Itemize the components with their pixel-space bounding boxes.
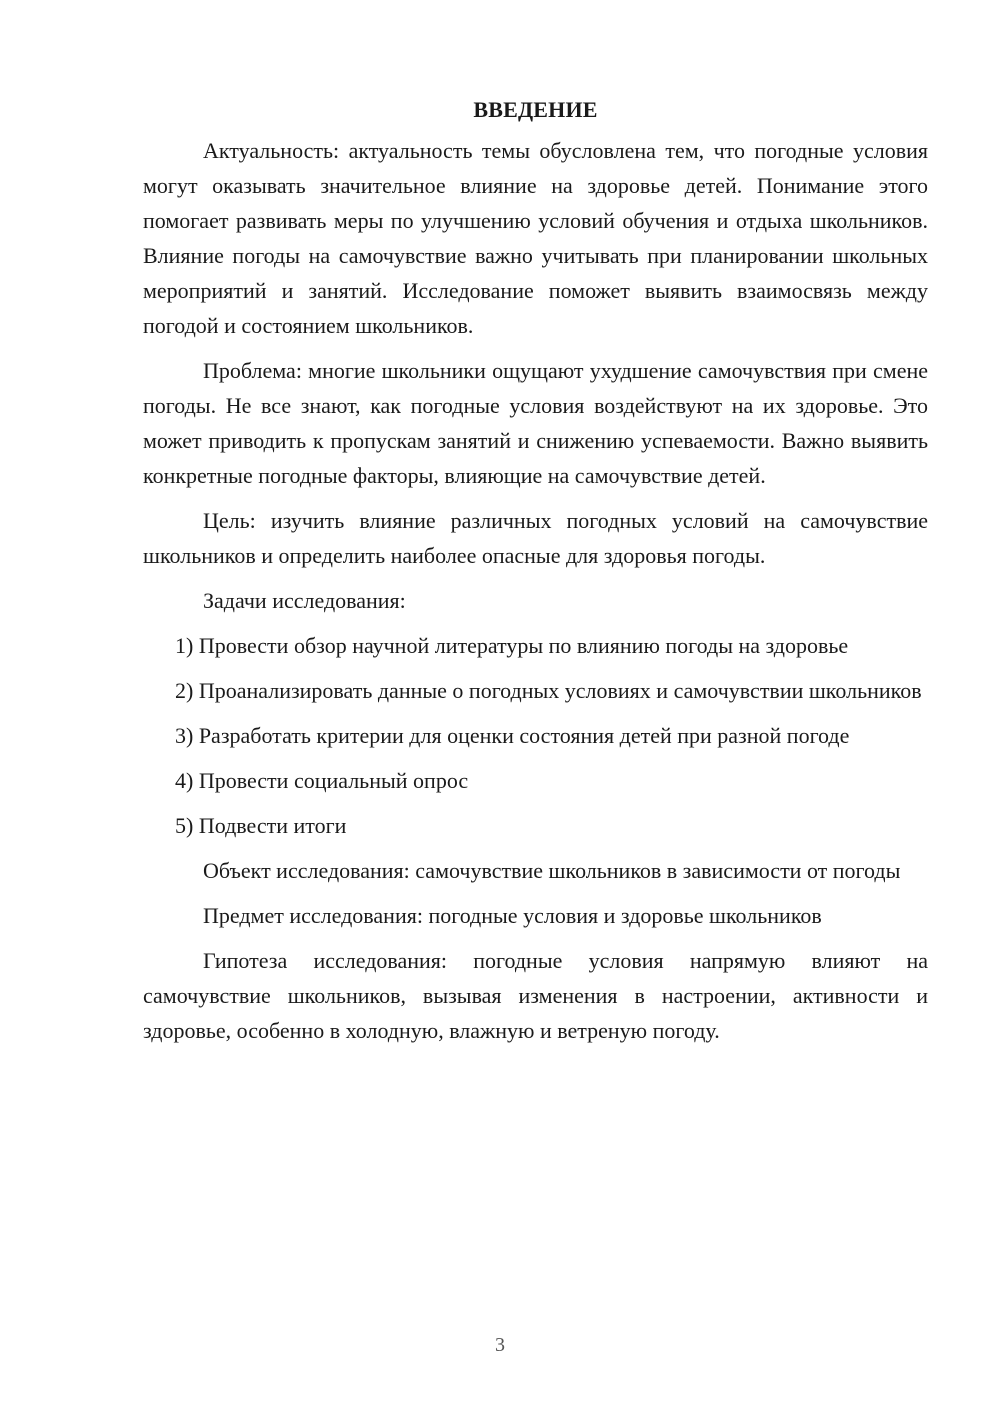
object-paragraph: Объект исследования: самочувствие школьников в зависимости от погоды <box>203 858 901 883</box>
subject-paragraph: Предмет исследования: погодные условия и здоровье школьников <box>203 903 822 928</box>
task-item: 4) Провести социальный опрос <box>175 768 469 793</box>
task-item: 3) Разработать критерии для оценки состояния детей при разной погоде <box>175 723 850 748</box>
relevance-paragraph: Актуальность: актуальность темы обусловлена тем, что погодные условия могут оказывать значительное влияние на здоровье детей. Понимание этого помогает развивать меры по улучшению условий обучения и отдыха школьников. Влияние погоды на самочувствие важно учитывать при планировании школьных мероприятий и занятий. Исследование поможет выявить взаимосвязь между погодой и состоянием школьников. <box>143 138 928 338</box>
task-item: 5) Подвести итоги <box>175 813 347 838</box>
tasks-heading: Задачи исследования: <box>203 588 406 613</box>
goal-paragraph: Цель: изучить влияние различных погодных условий на самочувствие школьников и определить наиболее опасные для здоровья погоды. <box>143 508 928 568</box>
document-page <box>143 90 928 1058</box>
task-item: 2) Проанализировать данные о погодных условиях и самочувствии школьников <box>175 678 922 703</box>
page-title: ВВЕДЕНИЕ <box>473 97 598 122</box>
page-number: 3 <box>495 1334 505 1356</box>
task-item: 1) Провести обзор научной литературы по влиянию погоды на здоровье <box>175 633 849 658</box>
problem-paragraph: Проблема: многие школьники ощущают ухудшение самочувствия при смене погоды. Не все знают, как погодные условия воздействуют на их здоровье. Это может приводить к пропускам занятий и снижению успеваемости. Важно выявить конкретные погодные факторы, влияющие на самочувствие детей. <box>143 358 928 488</box>
hypothesis-paragraph: Гипотеза исследования: погодные условия напрямую влияют на самочувствие школьников, вызывая изменения в настроении, активности и здоровье, особенно в холодную, влажную и ветреную погоду. <box>143 948 928 1043</box>
